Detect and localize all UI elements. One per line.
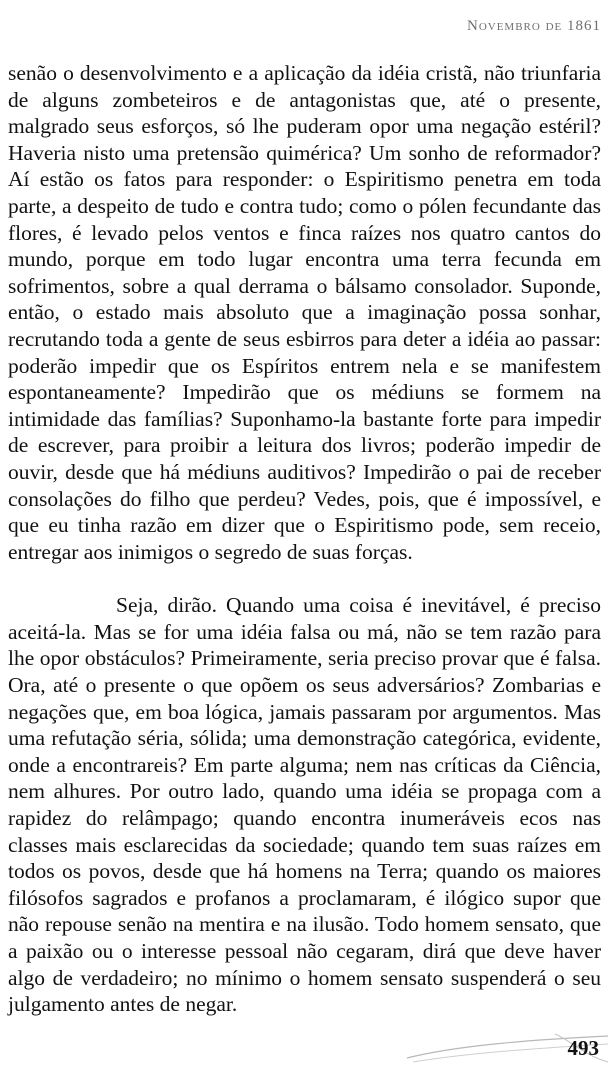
- page-number: 493: [567, 1036, 599, 1060]
- body-paragraph-1: senão o desenvolvimento e a aplicação da idéia cristã, não triunfaria de alguns zombeteiros e de antagonistas que, até o presente, malgrado seus esforços, só lhe puderam opor uma negação estéril? Haveria nisto uma pretensão quimérica? Um sonho de reformador? Aí estão os fatos para responder: o Espiritismo penetra em toda parte, a despeito de tudo e contra tudo; como o pólen fecundante das flores, é levado pelos ventos e finca raízes nos quatro cantos do mundo, porque em todo lugar encontra uma terra fecunda em sofrimentos, sobre a qual derrama o bálsamo consolador. Suponde, então, o estado mais absoluto que a imaginação possa sonhar, recrutando toda a gente de seus esbirros para deter a idéia ao passar: poderão impedir que os Espíritos entrem nela e se manifestem espontaneamente? Impedirão que os médiuns se formem na intimidade das famílias? Suponhamo-la bastante forte para impedir de escrever, para proibir a leitura dos livros; poderão impedir de ouvir, desde que há médiuns auditivos? Impedirão o pai de receber consolações do filho que perdeu? Vedes, pois, que é impossível, e que eu tinha razão em dizer que o Espiritismo pode, sem receio, entregar aos inimigos o segredo de suas forças.: [8, 61, 601, 564]
- running-header: Novembro de 1861: [466, 18, 601, 34]
- body-paragraph-2: Seja, dirão. Quando uma coisa é inevitável, é preciso aceitá-la. Mas se for uma idéia falsa ou má, não se tem razão para lhe opor obstáculos? Primeiramente, seria preciso provar que é falsa. Ora, até o presente o que opõem os seus adversários? Zombarias e negações que, em boa lógica, jamais passaram por argumentos. Mas uma refutação séria, sólida; uma demonstração categórica, evidente, onde a encontrareis? Em parte alguma; nem nas críticas da Ciência, nem alhures. Por outro lado, quando uma idéia se propaga com a rapidez do relâmpago; quando encontra inumeráveis ecos nas classes mais esclarecidas da sociedade; quando tem suas raízes em todos os povos, desde que há homens na Terra; quando os maiores filósofos sagrados e profanos a proclamaram, é ilógico supor que não repouse senão na mentira e na ilusão. Todo homem sensato, que a paixão ou o interesse pessoal não cegaram, dirá que deve haver algo de verdadeiro; no mínimo o homem sensato suspenderá o seu julgamento antes de negar.: [8, 593, 601, 1017]
- page-body: [8, 60, 601, 1018]
